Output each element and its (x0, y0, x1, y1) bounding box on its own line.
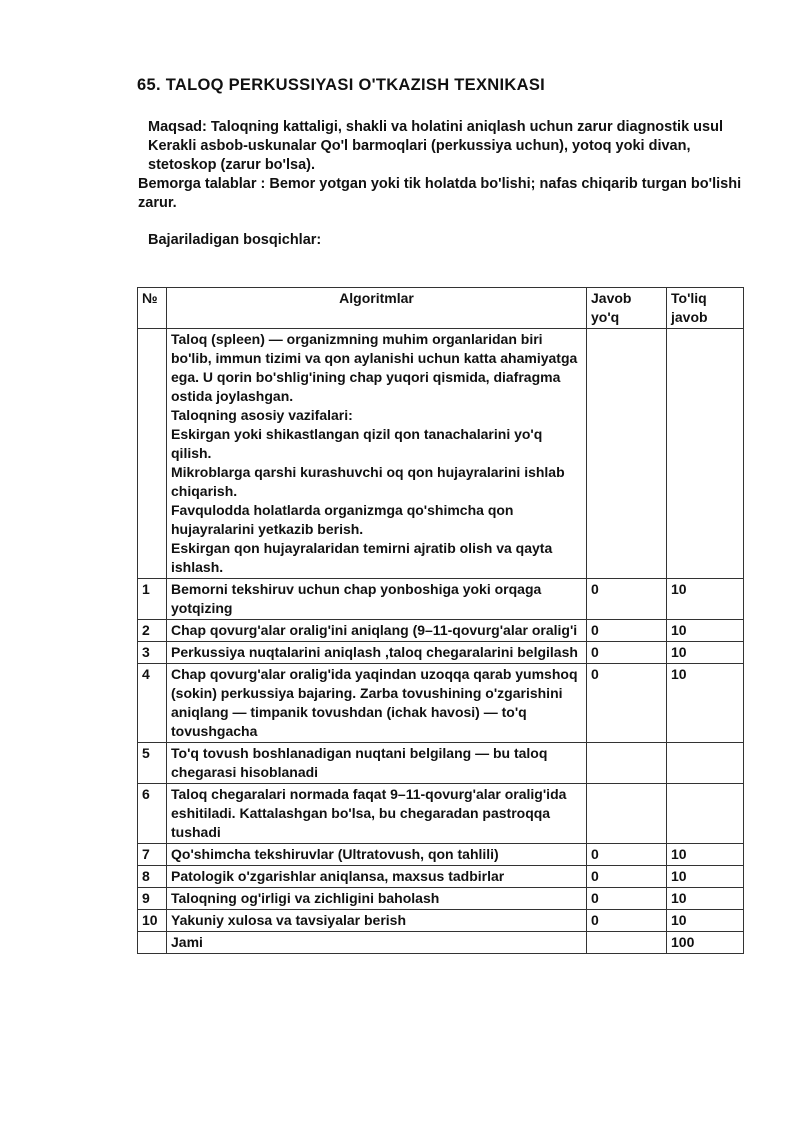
step-full-answer-score: 10 (667, 579, 744, 620)
header-algorithm: Algoritmlar (167, 288, 587, 329)
step-full-answer-score: 10 (667, 642, 744, 664)
step-number: 6 (138, 784, 167, 844)
algorithm-table (137, 287, 744, 954)
total-value: 100 (667, 932, 744, 954)
step-no-answer-score (587, 784, 667, 844)
step-full-answer-score: 10 (667, 664, 744, 743)
header-number: № (138, 288, 167, 329)
step-text: Bemorni tekshiruv uchun chap yonboshiga yoki orqaga yotqizing (167, 579, 587, 620)
step-full-answer-score: 10 (667, 844, 744, 866)
step-no-answer-score: 0 (587, 888, 667, 910)
patient-requirements-text: Bemorga talablar : Bemor yotgan yoki tik holatda bo'lishi; nafas chiqarib turgan bo'lishi zarur. (138, 176, 742, 211)
step-no-answer-score: 0 (587, 620, 667, 642)
step-number: 2 (138, 620, 167, 642)
step-number: 10 (138, 910, 167, 932)
step-text: Taloqning og'irligi va zichligini baholash (167, 888, 587, 910)
step-number: 5 (138, 743, 167, 784)
step-text: Chap qovurg'alar oralig'ida yaqindan uzoqqa qarab yumshoq (sokin) perkussiya bajaring. Zarba tovushining o'zgarishini aniqlang — timpanik tovushdan (ichak havosi) — to'q tovushgacha (167, 664, 587, 743)
step-text: Taloq chegaralari normada faqat 9–11-qovurg'alar oralig'ida eshitiladi. Kattalashgan bo'lsa, bu chegaradan pastroqqa tushadi (167, 784, 587, 844)
header-full-answer: To'liq javob (667, 288, 744, 329)
table-row (138, 844, 744, 866)
step-number: 8 (138, 866, 167, 888)
table-row (138, 642, 744, 664)
total-num-cell (138, 932, 167, 954)
steps-heading: Bajariladigan bosqichlar: (148, 232, 322, 248)
table-header-row (138, 288, 744, 329)
header-no-answer: Javob yo'q (587, 288, 667, 329)
step-number: 3 (138, 642, 167, 664)
table-row (138, 888, 744, 910)
step-no-answer-score: 0 (587, 579, 667, 620)
step-full-answer-score: 10 (667, 620, 744, 642)
total-label: Jami (167, 932, 587, 954)
step-full-answer-score (667, 784, 744, 844)
page-title: 65. TALOQ PERKUSSIYASI O'TKAZISH TEXNIKASI (137, 76, 546, 94)
description-row (138, 329, 744, 579)
step-full-answer-score: 10 (667, 910, 744, 932)
step-full-answer-score (667, 743, 744, 784)
step-text: To'q tovush boshlanadigan nuqtani belgilang — bu taloq chegarasi hisoblanadi (167, 743, 587, 784)
step-text: Perkussiya nuqtalarini aniqlash ,taloq chegaralarini belgilash (167, 642, 587, 664)
table-row (138, 866, 744, 888)
step-number: 1 (138, 579, 167, 620)
step-no-answer-score: 0 (587, 866, 667, 888)
step-text: Patologik o'zgarishlar aniqlansa, maxsus tadbirlar (167, 866, 587, 888)
table-row (138, 620, 744, 642)
step-text: Yakuniy xulosa va tavsiyalar berish (167, 910, 587, 932)
table-row (138, 579, 744, 620)
table-row (138, 743, 744, 784)
description-no-cell (587, 329, 667, 579)
step-text: Qo'shimcha tekshiruvlar (Ultratovush, qon tahlili) (167, 844, 587, 866)
step-text: Chap qovurg'alar oralig'ini aniqlang (9–11-qovurg'alar oralig'i (167, 620, 587, 642)
step-no-answer-score: 0 (587, 664, 667, 743)
step-no-answer-score: 0 (587, 910, 667, 932)
table-row (138, 910, 744, 932)
step-full-answer-score: 10 (667, 866, 744, 888)
step-no-answer-score (587, 743, 667, 784)
goal-text: Maqsad: Taloqning kattaligi, shakli va holatini aniqlash uchun zarur diagnostik usul Kerakli asbob-uskunalar Qo'l barmoqlari (perkussiya uchun), yotoq yoki divan, stetoskop (zarur bo'lsa). (148, 119, 723, 173)
intro-paragraph (138, 118, 748, 213)
step-number: 4 (138, 664, 167, 743)
description-text: Taloq (spleen) — organizmning muhim organlaridan biri bo'lib, immun tizimi va qon aylanishi uchun katta ahamiyatga ega. U qorin bo'shlig'ining chap yuqori qismida, diafragma ostida joylashgan. Taloqning asosiy vazifalari: Eskirgan yoki shikastlangan qizil qon tanachalarini yo'q qilish. Mikroblarga qarshi kurashuvchi oq qon hujayralarini ishlab chiqarish. Favqulodda holatlarda organizmga qo'shimcha qon hujayralarini yetkazib berish. Eskirgan qon hujayralaridan temirni ajratib olish va qayta ishlash. (167, 329, 587, 579)
description-full-cell (667, 329, 744, 579)
step-no-answer-score: 0 (587, 642, 667, 664)
step-number: 7 (138, 844, 167, 866)
table-row (138, 784, 744, 844)
description-num-cell (138, 329, 167, 579)
step-no-answer-score: 0 (587, 844, 667, 866)
total-row (138, 932, 744, 954)
step-number: 9 (138, 888, 167, 910)
total-empty-cell (587, 932, 667, 954)
step-full-answer-score: 10 (667, 888, 744, 910)
table-row (138, 664, 744, 743)
